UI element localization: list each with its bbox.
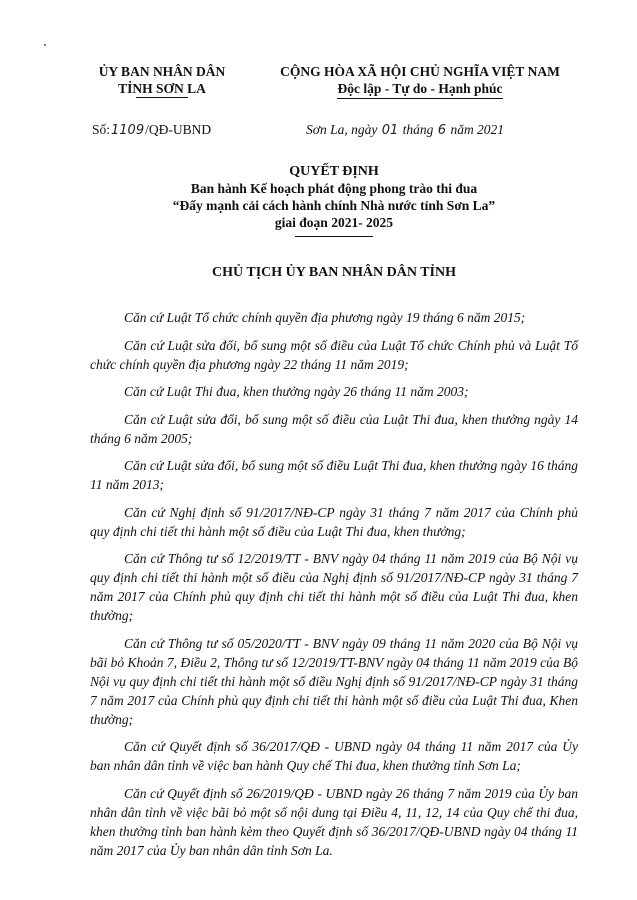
basis-paragraph: Căn cứ Luật sửa đổi, bổ sung một số điều của Luật Thi đua, khen thưởng ngày 14 tháng 6 năm 2005;: [90, 411, 578, 446]
decision-title: [92, 163, 576, 231]
date-prefix: Sơn La, ngày: [306, 122, 378, 137]
basis-paragraph: Căn cứ Luật Tổ chức chính quyền địa phương ngày 19 tháng 6 năm 2015;: [124, 310, 526, 325]
document-number: [92, 122, 211, 138]
title-underline: [295, 236, 373, 237]
agency-line-2: TỈNH SƠN LA: [118, 81, 206, 96]
basis-paragraph: Căn cứ Luật sửa đổi, bổ sung một số điều Luật Thi đua, khen thưởng ngày 16 tháng 11 năm 2013;: [90, 458, 578, 492]
title-line-1: QUYẾT ĐỊNH: [289, 164, 379, 179]
basis-paragraph: Căn cứ Nghị định số 91/2017/NĐ-CP ngày 31 tháng 7 năm 2017 của Chính phủ quy định chi tiết thi hành một số điều của Luật Thi đua, khen thưởng;: [90, 504, 578, 539]
title-line-4: giai đoạn 2021- 2025: [274, 215, 394, 230]
issue-date: [306, 122, 504, 138]
doc-number-suffix: /QĐ-UBND: [145, 122, 212, 137]
basis-paragraph: Căn cứ Thông tư số 05/2020/TT - BNV ngày 09 tháng 11 năm 2020 của Bộ Nội vụ bãi bỏ Khoản 7, Điều 2, Thông tư số 12/2019/TT-BNV ngày 04 tháng 11 năm 2019 của Bộ Nội vụ quy định chi tiết thi hành một số điều Nghị định số 91/2017/NĐ-CP ngày 31 tháng 7 năm 2017 của Chính phủ quy định chi tiết thi hành một số điều của Luật Thi đua, Khen thưởng;: [90, 635, 578, 727]
legal-bases: [90, 308, 578, 868]
agency-underline: [136, 97, 188, 98]
national-motto: Độc lập - Tự do - Hạnh phúc: [337, 80, 502, 99]
basis-paragraph: Căn cứ Luật sửa đổi, bổ sung một số điều của Luật Tổ chức Chính phủ và Luật Tổ chức chính quyền địa phương ngày 22 tháng 11 năm 2019;: [90, 337, 578, 372]
date-year: năm 2021: [450, 122, 505, 137]
date-month-label: tháng: [402, 122, 434, 137]
basis-paragraph: Căn cứ Quyết định số 36/2017/QĐ - UBND ngày 04 tháng 11 năm 2017 của Ủy ban nhân dân tỉnh về việc ban hành Quy chế Thi đua, khen thưởng tỉnh Sơn La;: [90, 739, 578, 773]
issuing-agency: [92, 63, 232, 97]
basis-paragraph: Căn cứ Luật Thi đua, khen thưởng ngày 26 tháng 11 năm 2003;: [124, 384, 469, 399]
title-line-3: “Đẩy mạnh cải cách hành chính Nhà nước tỉnh Sơn La”: [172, 198, 496, 213]
issuer-heading: CHỦ TỊCH ỦY BAN NHÂN DÂN TỈNH: [212, 265, 456, 280]
scan-speck: [44, 44, 46, 46]
date-day-handwritten: 01: [381, 123, 399, 138]
doc-number-prefix: Số:: [92, 122, 111, 137]
basis-paragraph: Căn cứ Quyết định số 26/2019/QĐ - UBND ngày 26 tháng 7 năm 2019 của Ủy ban nhân dân tỉnh về việc bãi bỏ một số nội dung tại Điều 4, 11, 12, 14 của Quy chế thi đua, khen thưởng tỉnh ban hành kèm theo Quyết định số 36/2017/QĐ-UBND ngày 04 tháng 11 năm 2017 của Ủy ban nhân dân tỉnh Sơn La.: [90, 785, 578, 858]
date-month-handwritten: 6: [437, 123, 447, 138]
basis-paragraph: Căn cứ Thông tư số 12/2019/TT - BNV ngày 04 tháng 11 năm 2019 của Bộ Nội vụ quy định chi tiết thi hành một số điều của Nghị định số 91/2017/NĐ-CP ngày 31 tháng 7 năm 2017 của Chính phủ quy định chi tiết thi hành một số điều của Luật Thi đua, khen thưởng;: [90, 551, 578, 623]
doc-number-handwritten: 1109: [111, 123, 145, 138]
agency-line-1: ỦY BAN NHÂN DÂN: [98, 64, 226, 79]
country-name: CỘNG HÒA XÃ HỘI CHỦ NGHĨA VIỆT NAM: [280, 64, 560, 79]
title-line-2: Ban hành Kế hoạch phát động phong trào thi đua: [190, 181, 478, 196]
national-header: [268, 63, 572, 99]
